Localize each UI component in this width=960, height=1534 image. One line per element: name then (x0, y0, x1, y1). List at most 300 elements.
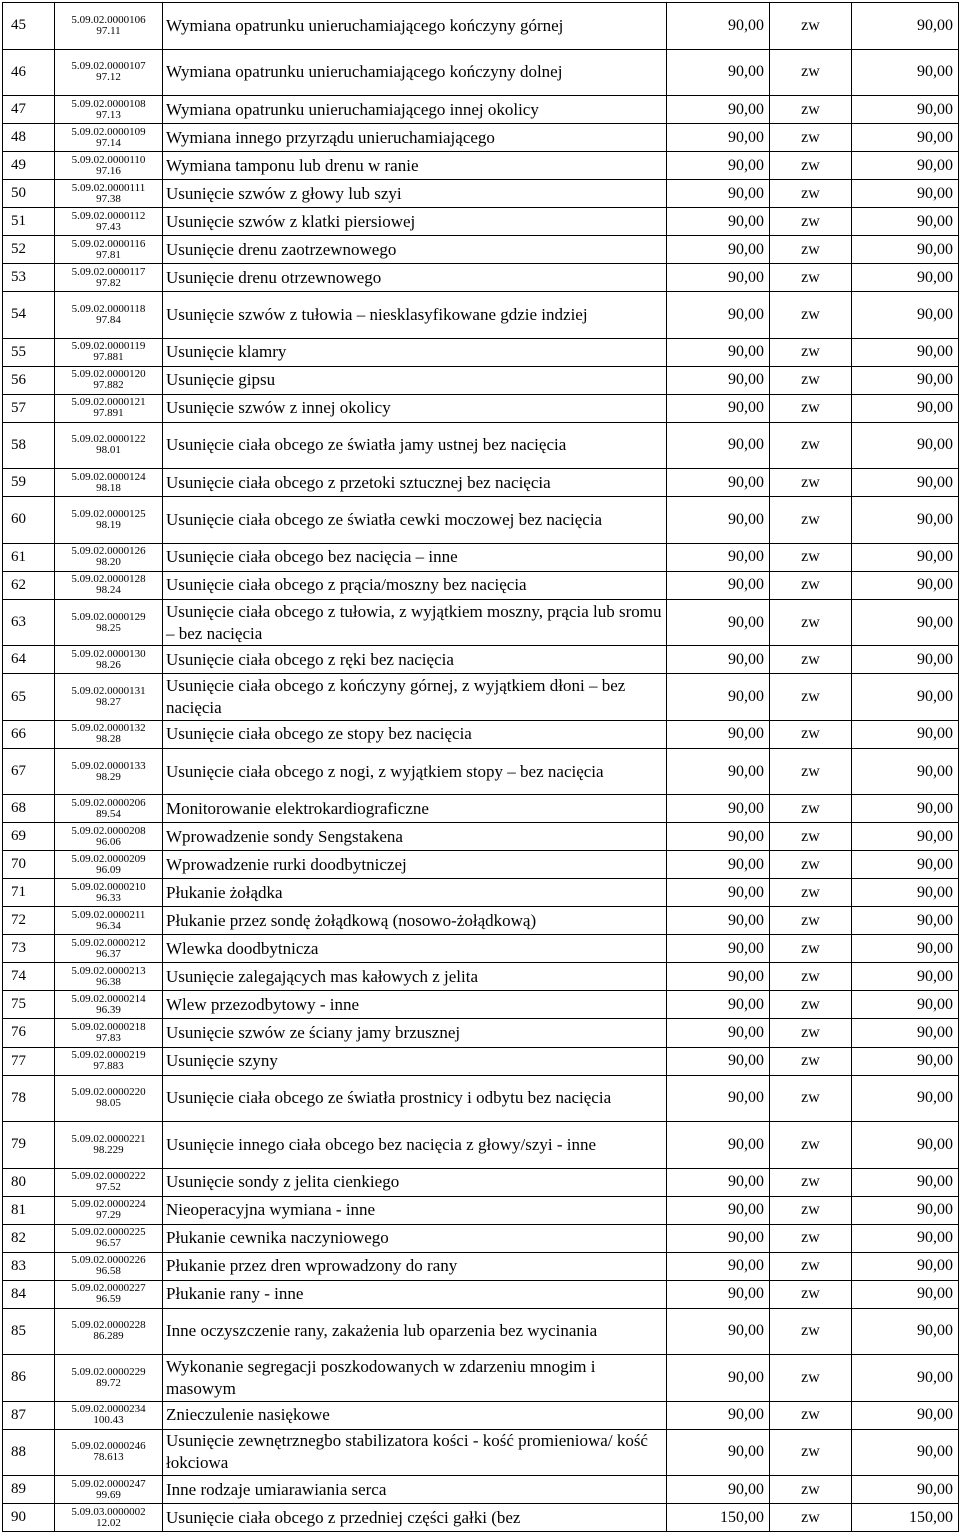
procedure-code (55, 422, 163, 469)
table-row (3, 1122, 959, 1169)
procedure-name: Płukanie rany - inne (163, 1280, 667, 1308)
row-number: 51 (3, 208, 55, 236)
table-row (3, 674, 959, 721)
procedure-name: Usunięcie zewnętrznegbo stabilizatora kości - kość promieniowa/ kość łokciowa (163, 1429, 667, 1476)
service-code: 5.09.02.0000130 (71, 647, 146, 660)
row-number: 81 (3, 1196, 55, 1224)
icd-code: 98.25 (96, 621, 121, 634)
row-number: 86 (3, 1355, 55, 1402)
service-code: 5.09.02.0000208 (71, 824, 146, 837)
table-row (3, 180, 959, 208)
vat-rate: zw (770, 907, 852, 935)
row-number: 60 (3, 497, 55, 544)
table-row (3, 879, 959, 907)
vat-rate: zw (770, 963, 852, 991)
procedure-name: Wlew przezodbytowy - inne (163, 991, 667, 1019)
service-code: 5.09.02.0000106 (71, 13, 146, 26)
service-code: 5.09.02.0000224 (71, 1198, 146, 1211)
table-row (3, 1504, 959, 1532)
gross-price: 90,00 (852, 366, 959, 394)
gross-price: 90,00 (852, 571, 959, 599)
icd-code: 97.82 (96, 276, 121, 289)
vat-rate: zw (770, 236, 852, 264)
net-price: 90,00 (667, 1168, 770, 1196)
procedure-code (55, 1504, 163, 1532)
table-row (3, 1047, 959, 1075)
procedure-code (55, 1122, 163, 1169)
row-number: 71 (3, 879, 55, 907)
procedure-name: Inne oczyszczenie rany, zakażenia lub oparzenia bez wycinania (163, 1308, 667, 1355)
procedure-name: Usunięcie ciała obcego z ręki bez nacięcia (163, 646, 667, 674)
service-code: 5.09.02.0000107 (71, 60, 146, 73)
row-number: 85 (3, 1308, 55, 1355)
vat-rate: zw (770, 720, 852, 748)
procedure-code (55, 394, 163, 422)
net-price: 90,00 (667, 879, 770, 907)
row-number: 63 (3, 599, 55, 646)
row-number: 72 (3, 907, 55, 935)
row-number: 50 (3, 180, 55, 208)
icd-code: 96.39 (96, 1003, 121, 1016)
procedure-name: Usunięcie ciała obcego z przedniej części gałki (bez (163, 1504, 667, 1532)
row-number: 59 (3, 469, 55, 497)
service-code: 5.09.02.0000124 (71, 470, 146, 483)
row-number: 87 (3, 1401, 55, 1429)
procedure-code (55, 49, 163, 96)
procedure-name: Usunięcie ciała obcego bez nacięcia – inne (163, 543, 667, 571)
service-code: 5.09.02.0000119 (71, 340, 146, 353)
icd-code: 97.883 (93, 1060, 124, 1072)
icd-code: 86.289 (93, 1330, 124, 1343)
icd-code: 96.34 (96, 919, 121, 932)
table-row (3, 469, 959, 497)
net-price: 90,00 (667, 1224, 770, 1252)
table-row (3, 1401, 959, 1429)
net-price: 90,00 (667, 180, 770, 208)
vat-rate: zw (770, 394, 852, 422)
procedure-code (55, 571, 163, 599)
procedure-code (55, 1280, 163, 1308)
net-price: 90,00 (667, 1401, 770, 1429)
vat-rate: zw (770, 935, 852, 963)
gross-price: 90,00 (852, 422, 959, 469)
icd-code: 97.14 (96, 136, 121, 149)
row-number: 74 (3, 963, 55, 991)
table-row (3, 1075, 959, 1122)
gross-price: 90,00 (852, 152, 959, 180)
procedure-code (55, 180, 163, 208)
procedure-code (55, 3, 163, 50)
icd-code: 78.613 (93, 1451, 124, 1464)
row-number: 70 (3, 851, 55, 879)
table-row (3, 1429, 959, 1476)
icd-code: 98.29 (96, 770, 121, 783)
procedure-name: Wymiana opatrunku unieruchamiającego kończyny dolnej (163, 49, 667, 96)
table-row (3, 152, 959, 180)
net-price: 90,00 (667, 543, 770, 571)
service-code: 5.09.02.0000108 (71, 97, 146, 110)
procedure-name: Wymiana tamponu lub drenu w ranie (163, 152, 667, 180)
net-price: 90,00 (667, 907, 770, 935)
service-code: 5.09.02.0000210 (71, 880, 146, 893)
procedure-name: Wprowadzenie sondy Sengstakena (163, 823, 667, 851)
service-code: 5.09.02.0000110 (71, 153, 146, 166)
net-price: 90,00 (667, 236, 770, 264)
gross-price: 90,00 (852, 795, 959, 823)
service-code: 5.09.02.0000221 (71, 1132, 146, 1145)
row-number: 82 (3, 1224, 55, 1252)
row-number: 67 (3, 748, 55, 795)
table-row (3, 1476, 959, 1504)
gross-price: 90,00 (852, 1047, 959, 1075)
vat-rate: zw (770, 1047, 852, 1075)
gross-price: 90,00 (852, 469, 959, 497)
vat-rate: zw (770, 1280, 852, 1308)
row-number: 54 (3, 292, 55, 339)
net-price: 90,00 (667, 264, 770, 292)
gross-price: 90,00 (852, 96, 959, 124)
row-number: 88 (3, 1429, 55, 1476)
row-number: 53 (3, 264, 55, 292)
table-row (3, 366, 959, 394)
vat-rate: zw (770, 1252, 852, 1280)
vat-rate: zw (770, 180, 852, 208)
service-code: 5.09.02.0000228 (71, 1319, 146, 1332)
table-row (3, 292, 959, 339)
row-number: 52 (3, 236, 55, 264)
gross-price: 90,00 (852, 823, 959, 851)
net-price: 90,00 (667, 851, 770, 879)
icd-code: 96.38 (96, 975, 121, 988)
procedure-code (55, 543, 163, 571)
net-price: 90,00 (667, 646, 770, 674)
procedure-code (55, 1252, 163, 1280)
table-row (3, 96, 959, 124)
service-code: 5.09.02.0000132 (71, 722, 146, 735)
procedure-code (55, 292, 163, 339)
icd-code: 97.84 (96, 313, 121, 326)
gross-price: 90,00 (852, 991, 959, 1019)
icd-code: 99.69 (96, 1488, 121, 1501)
service-code: 5.09.02.0000109 (71, 125, 146, 138)
vat-rate: zw (770, 338, 852, 366)
procedure-name: Usunięcie ciała obcego z prącia/moszny bez nacięcia (163, 571, 667, 599)
procedure-code (55, 823, 163, 851)
net-price: 90,00 (667, 991, 770, 1019)
vat-rate: zw (770, 152, 852, 180)
vat-rate: zw (770, 1196, 852, 1224)
procedure-name: Usunięcie drenu zaotrzewnowego (163, 236, 667, 264)
icd-code: 97.43 (96, 220, 121, 233)
procedure-name: Usunięcie klamry (163, 338, 667, 366)
vat-rate: zw (770, 208, 852, 236)
net-price: 90,00 (667, 599, 770, 646)
icd-code: 98.19 (96, 518, 121, 531)
service-code: 5.09.02.0000122 (71, 433, 146, 446)
procedure-code (55, 1075, 163, 1122)
net-price: 90,00 (667, 1429, 770, 1476)
row-number: 89 (3, 1476, 55, 1504)
procedure-code (55, 1047, 163, 1075)
vat-rate: zw (770, 469, 852, 497)
procedure-name: Usunięcie ciała obcego z przetoki sztucznej bez nacięcia (163, 469, 667, 497)
vat-rate: zw (770, 292, 852, 339)
net-price: 90,00 (667, 1280, 770, 1308)
net-price: 90,00 (667, 469, 770, 497)
gross-price: 90,00 (852, 236, 959, 264)
net-price: 90,00 (667, 795, 770, 823)
vat-rate: zw (770, 674, 852, 721)
service-code: 5.09.02.0000128 (71, 573, 146, 586)
icd-code: 97.881 (93, 351, 124, 364)
net-price: 90,00 (667, 1019, 770, 1047)
procedure-code (55, 991, 163, 1019)
gross-price: 90,00 (852, 851, 959, 879)
vat-rate: zw (770, 571, 852, 599)
vat-rate: zw (770, 823, 852, 851)
procedure-code (55, 1224, 163, 1252)
vat-rate: zw (770, 879, 852, 907)
vat-rate: zw (770, 1224, 852, 1252)
vat-rate: zw (770, 497, 852, 544)
gross-price: 90,00 (852, 497, 959, 544)
vat-rate: zw (770, 851, 852, 879)
procedure-code (55, 96, 163, 124)
gross-price: 90,00 (852, 879, 959, 907)
net-price: 150,00 (667, 1504, 770, 1532)
procedure-code (55, 879, 163, 907)
gross-price: 150,00 (852, 1504, 959, 1532)
procedure-name: Usunięcie innego ciała obcego bez nacięcia z głowy/szyi - inne (163, 1122, 667, 1169)
net-price: 90,00 (667, 720, 770, 748)
table-row (3, 1355, 959, 1402)
net-price: 90,00 (667, 497, 770, 544)
row-number: 62 (3, 571, 55, 599)
service-code: 5.09.02.0000129 (71, 610, 146, 623)
icd-code: 89.54 (96, 807, 121, 820)
procedure-code (55, 497, 163, 544)
icd-code: 89.72 (96, 1376, 121, 1389)
service-code: 5.09.02.0000206 (71, 796, 146, 809)
row-number: 65 (3, 674, 55, 721)
net-price: 90,00 (667, 935, 770, 963)
net-price: 90,00 (667, 3, 770, 50)
procedure-name: Usunięcie gipsu (163, 366, 667, 394)
net-price: 90,00 (667, 571, 770, 599)
icd-code: 98.20 (96, 556, 121, 569)
row-number: 55 (3, 338, 55, 366)
net-price: 90,00 (667, 963, 770, 991)
icd-code: 100.43 (93, 1414, 124, 1427)
net-price: 90,00 (667, 208, 770, 236)
gross-price: 90,00 (852, 264, 959, 292)
price-list-body (3, 3, 959, 1532)
procedure-code (55, 338, 163, 366)
gross-price: 90,00 (852, 935, 959, 963)
gross-price: 90,00 (852, 180, 959, 208)
net-price: 90,00 (667, 152, 770, 180)
vat-rate: zw (770, 991, 852, 1019)
net-price: 90,00 (667, 49, 770, 96)
table-row (3, 3, 959, 50)
icd-code: 97.882 (93, 379, 124, 392)
table-row (3, 124, 959, 152)
procedure-name: Usunięcie ciała obcego z nogi, z wyjątkiem stopy – bez nacięcia (163, 748, 667, 795)
gross-price: 90,00 (852, 338, 959, 366)
procedure-name: Wprowadzenie rurki doodbytniczej (163, 851, 667, 879)
icd-code: 97.13 (96, 108, 121, 121)
row-number: 47 (3, 96, 55, 124)
procedure-code (55, 907, 163, 935)
procedure-code (55, 1476, 163, 1504)
vat-rate: zw (770, 1355, 852, 1402)
procedure-code (55, 1401, 163, 1429)
service-code: 5.09.02.0000234 (71, 1403, 146, 1416)
gross-price: 90,00 (852, 1429, 959, 1476)
gross-price: 90,00 (852, 1196, 959, 1224)
row-number: 76 (3, 1019, 55, 1047)
icd-code: 96.57 (96, 1237, 121, 1250)
procedure-code (55, 1196, 163, 1224)
procedure-code (55, 674, 163, 721)
procedure-code (55, 366, 163, 394)
gross-price: 90,00 (852, 1252, 959, 1280)
vat-rate: zw (770, 599, 852, 646)
icd-code: 97.12 (96, 71, 121, 84)
gross-price: 90,00 (852, 1075, 959, 1122)
service-code: 5.09.02.0000212 (71, 936, 146, 949)
vat-rate: zw (770, 264, 852, 292)
procedure-code (55, 935, 163, 963)
row-number: 58 (3, 422, 55, 469)
row-number: 48 (3, 124, 55, 152)
row-number: 69 (3, 823, 55, 851)
table-row (3, 1252, 959, 1280)
vat-rate: zw (770, 1075, 852, 1122)
row-number: 46 (3, 49, 55, 96)
procedure-code (55, 1308, 163, 1355)
net-price: 90,00 (667, 292, 770, 339)
procedure-code (55, 1355, 163, 1402)
vat-rate: zw (770, 49, 852, 96)
service-code: 5.09.02.0000117 (71, 265, 146, 278)
service-code: 5.09.02.0000246 (71, 1440, 146, 1453)
icd-code: 97.891 (93, 407, 124, 420)
table-row (3, 720, 959, 748)
vat-rate: zw (770, 646, 852, 674)
vat-rate: zw (770, 795, 852, 823)
row-number: 80 (3, 1168, 55, 1196)
row-number: 49 (3, 152, 55, 180)
net-price: 90,00 (667, 823, 770, 851)
service-code: 5.09.02.0000118 (71, 302, 146, 315)
net-price: 90,00 (667, 422, 770, 469)
procedure-name: Znieczulenie nasiękowe (163, 1401, 667, 1429)
procedure-code (55, 646, 163, 674)
procedure-code (55, 1429, 163, 1476)
service-code: 5.09.02.0000125 (71, 507, 146, 520)
gross-price: 90,00 (852, 646, 959, 674)
icd-code: 98.24 (96, 584, 121, 597)
vat-rate: zw (770, 96, 852, 124)
table-row (3, 1196, 959, 1224)
gross-price: 90,00 (852, 1280, 959, 1308)
icd-code: 96.33 (96, 891, 121, 904)
table-row (3, 991, 959, 1019)
procedure-code (55, 469, 163, 497)
row-number: 61 (3, 543, 55, 571)
service-code: 5.09.02.0000131 (71, 685, 146, 698)
service-code: 5.09.02.0000214 (71, 992, 146, 1005)
procedure-code (55, 124, 163, 152)
net-price: 90,00 (667, 96, 770, 124)
net-price: 90,00 (667, 748, 770, 795)
procedure-name: Usunięcie zalegających mas kałowych z jelita (163, 963, 667, 991)
gross-price: 90,00 (852, 599, 959, 646)
procedure-name: Płukanie cewnika naczyniowego (163, 1224, 667, 1252)
row-number: 83 (3, 1252, 55, 1280)
vat-rate: zw (770, 1476, 852, 1504)
gross-price: 90,00 (852, 1019, 959, 1047)
service-code: 5.09.02.0000133 (71, 759, 146, 772)
net-price: 90,00 (667, 1308, 770, 1355)
vat-rate: zw (770, 1401, 852, 1429)
gross-price: 90,00 (852, 963, 959, 991)
service-code: 5.09.02.0000222 (71, 1170, 146, 1183)
service-code: 5.09.02.0000116 (71, 237, 146, 250)
procedure-name: Płukanie przez sondę żołądkową (nosowo-żołądkową) (163, 907, 667, 935)
row-number: 68 (3, 795, 55, 823)
icd-code: 97.16 (96, 164, 121, 177)
table-row (3, 571, 959, 599)
icd-code: 96.06 (96, 835, 121, 848)
service-code: 5.09.02.0000213 (71, 964, 146, 977)
gross-price: 90,00 (852, 748, 959, 795)
table-row (3, 748, 959, 795)
vat-rate: zw (770, 1429, 852, 1476)
service-code: 5.09.02.0000227 (71, 1282, 146, 1295)
vat-rate: zw (770, 543, 852, 571)
procedure-name: Usunięcie ciała obcego z tułowia, z wyjątkiem moszny, prącia lub sromu – bez nacięcia (163, 599, 667, 646)
row-number: 45 (3, 3, 55, 50)
table-row (3, 1019, 959, 1047)
gross-price: 90,00 (852, 1168, 959, 1196)
service-code: 5.09.02.0000219 (71, 1049, 146, 1061)
icd-code: 96.09 (96, 863, 121, 876)
procedure-name: Usunięcie drenu otrzewnowego (163, 264, 667, 292)
procedure-code (55, 795, 163, 823)
procedure-code (55, 1168, 163, 1196)
icd-code: 97.11 (96, 24, 121, 37)
icd-code: 97.38 (96, 192, 121, 205)
table-row (3, 935, 959, 963)
procedure-code (55, 748, 163, 795)
net-price: 90,00 (667, 1047, 770, 1075)
vat-rate: zw (770, 1504, 852, 1532)
procedure-code (55, 599, 163, 646)
table-row (3, 599, 959, 646)
service-code: 5.09.02.0000218 (71, 1020, 146, 1033)
service-code: 5.09.02.0000211 (71, 908, 146, 921)
procedure-code (55, 1019, 163, 1047)
procedure-name: Wymiana opatrunku unieruchamiającego innej okolicy (163, 96, 667, 124)
icd-code: 98.05 (96, 1097, 121, 1110)
service-code: 5.09.02.0000126 (71, 545, 146, 558)
table-row (3, 236, 959, 264)
table-row (3, 208, 959, 236)
gross-price: 90,00 (852, 543, 959, 571)
row-number: 66 (3, 720, 55, 748)
